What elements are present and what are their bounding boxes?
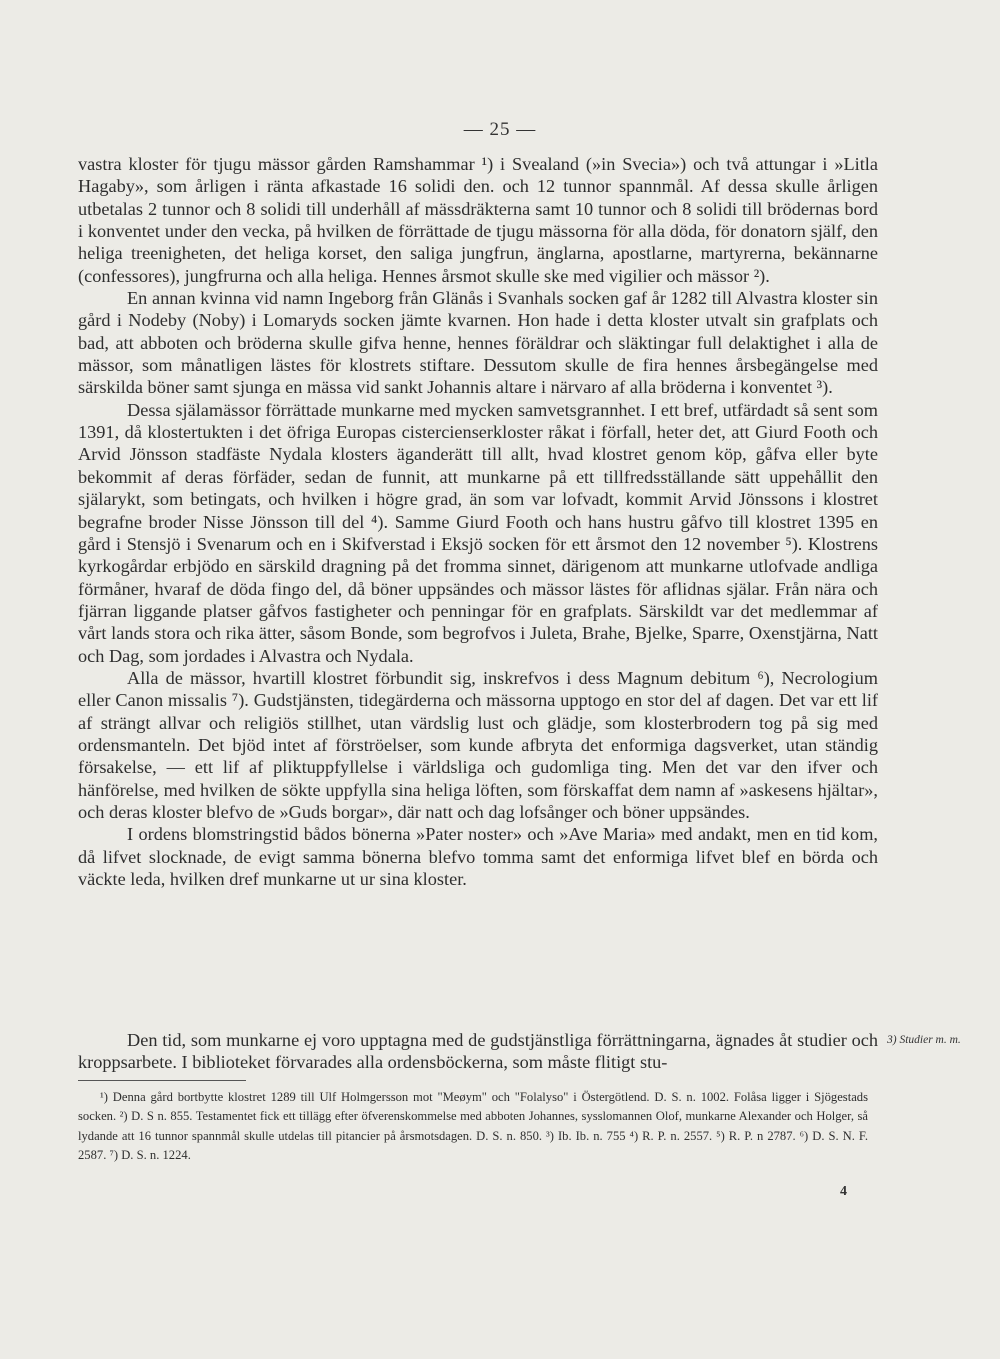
paragraph-3: Dessa själamässor förrättade munkarne med mycken samvetsgrannhet. I ett bref, utfärdadt så sent som 1391, då klostertukten i det öfriga Europas cistercienserkloster råkat i förfall, heter det, att Giurd Footh och Arvid Jönsson stadfäste Nydala klosters äganderätt till allt, hvad klostret genom köp, gåfva eller byte bekommit af deras förfäder, sedan de funnit, att munkarne på ett tillfredsställande sätt uppehållit den själarykt, som betingats, och hvilken i högre grad, än som var lofvadt, kommit Arvid Jönssons i klostret begrafne broder Nisse Jönsson till del ⁴). Samme Giurd Footh och hans hustru gåfvo till klostret 1395 en gård i Stensjö i Svenarum och en i Skifverstad i Eksjö socken för ett årsmot den 12 november ⁵). Klostrens kyrkogårdar erbjödo en särskild dragning på det fromma sinnet, därigenom att munkarne utlofvade andliga förmåner, hvaraf de döda fingo del, då böner uppsändes och mässor lästes för aflidnas själar. Från nära och fjärran liggande platser gåfvos fastigheter och penningar för en grafplats. Särskildt var det medlemmar af vårt lands stora och rika ätter, såsom Bonde, som begrofvos i Juleta, Brahe, Bjelke, Sparre, Oxenstjärna, Natt och Dag, som jordades i Alvastra och Nydala. bbox=[78, 399, 878, 666]
footnotes bbox=[78, 1088, 868, 1166]
margin-note: 3) Studier m. m. bbox=[887, 1034, 961, 1046]
body-text bbox=[78, 153, 878, 890]
paragraph-2: En annan kvinna vid namn Ingeborg från Glänås i Svanhals socken gaf år 1282 till Alvastra kloster sin gård i Nodeby (Noby) i Lomaryds socken jämte kvarnen. Hon hade i detta kloster utvalt sin grafplats och bad, att abboten och bröderna skulle gifva henne, hennes föräldrar och släktingar full delaktighet i alla de mässor, som månatligen lästes för klostrets stiftare. Dessutom skulle de fira hennes årsbegängelse med särskilda böner samt sjunga en mässa vid sankt Johannis altare i närvaro af alla bröderna i konventet ³). bbox=[78, 288, 878, 398]
section-paragraph: Den tid, som munkarne ej voro upptagna med de gudstjänstliga förrättningarna, ägnades åt studier och kroppsarbete. I biblioteket förvarades alla ordensböckerna, som måste flitigt stu- bbox=[78, 1030, 878, 1073]
paragraph-4: Alla de mässor, hvartill klostret förbundit sig, inskrefvos i dess Magnum debitum ⁶), Necrologium eller Canon missalis ⁷). Gudstjänsten, tidegärderna och mässorna upptogo en stor del af dagen. Det var ett lif af strängt allvar och religiös stillhet, utan värdslig lust och glädje, som klosterbrodern tog på sig med ordensmanteln. Det bjöd intet af förströelser, som kunde afbryta det enformiga dagsverket, utan ständig försakelse, — ett lif af pliktuppfyllelse i världsliga och gudomliga ting. Men det var den ifver och hänförelse, med hvilken de sökte uppfylla sina heliga löften, som förskaffat dem namn af »askesens hjältar», och deras kloster blefvo de »Guds borgar», där natt och dag lofsånger och böner uppsändes. bbox=[78, 667, 878, 822]
footnotes-text: ¹) Denna gård bortbytte klostret 1289 till Ulf Holmgersson mot "Meøym" och "Folalyso" i Östergötlend. D. S. n. 1002. Folåsa ligger i Sjögestads socken. ²) D. S n. 855. Testamentet fick ett tillägg efter öfverenskommelse med abboten Johannes, sysslomannen Olof, munkarne Alexander och Holger, så lydande att 16 tunnor spannmål skulle utdelas till pitancier på årsmotsdagen. D. S. n. 850. ³) Ib. Ib. n. 755 ⁴) R. P. n. 2557. ⁵) R. P. n 2787. ⁶) D. S. N. F. 2587. ⁷) D. S. n. 1224. bbox=[78, 1090, 868, 1163]
section-studies bbox=[78, 1029, 878, 1074]
signature-mark: 4 bbox=[840, 1184, 847, 1199]
footnote-divider bbox=[78, 1080, 246, 1081]
page-number: — 25 — bbox=[463, 119, 537, 140]
paragraph-1: vastra kloster för tjugu mässor gården Ramshammar ¹) i Svealand (»in Svecia») och två attungar i »Litla Hagaby», som årligen i ränta afkastade 16 solidi den. och 12 tunnor spannmål. Af dessa skulle årligen utbetalas 2 tunnor och 8 solidi till underhåll af mässdräkterna samt 10 tunnor och 8 solidi till brödernas bord i konventet under den vecka, på hvilken de förrättade de tjugu mässorna för alla döda, för donatorn själf, den heliga treenigheten, det heliga korset, den saliga jungfrun, änglarna, apostlarne, martyrerna, bekännarne (confessores), jungfrurna och alla heliga. Hennes årsmot skulle ske med vigilier och mässor ²). bbox=[78, 154, 878, 286]
paragraph-5: I ordens blomstringstid bådos bönerna »Pater noster» och »Ave Maria» med andakt, men en tid kom, då lifvet slocknade, de evigt samma bönerna blefvo tomma samt det enformiga lifvet blef en börda och väckte leda, hvilken dref munkarne ut ur sina kloster. bbox=[78, 824, 878, 889]
